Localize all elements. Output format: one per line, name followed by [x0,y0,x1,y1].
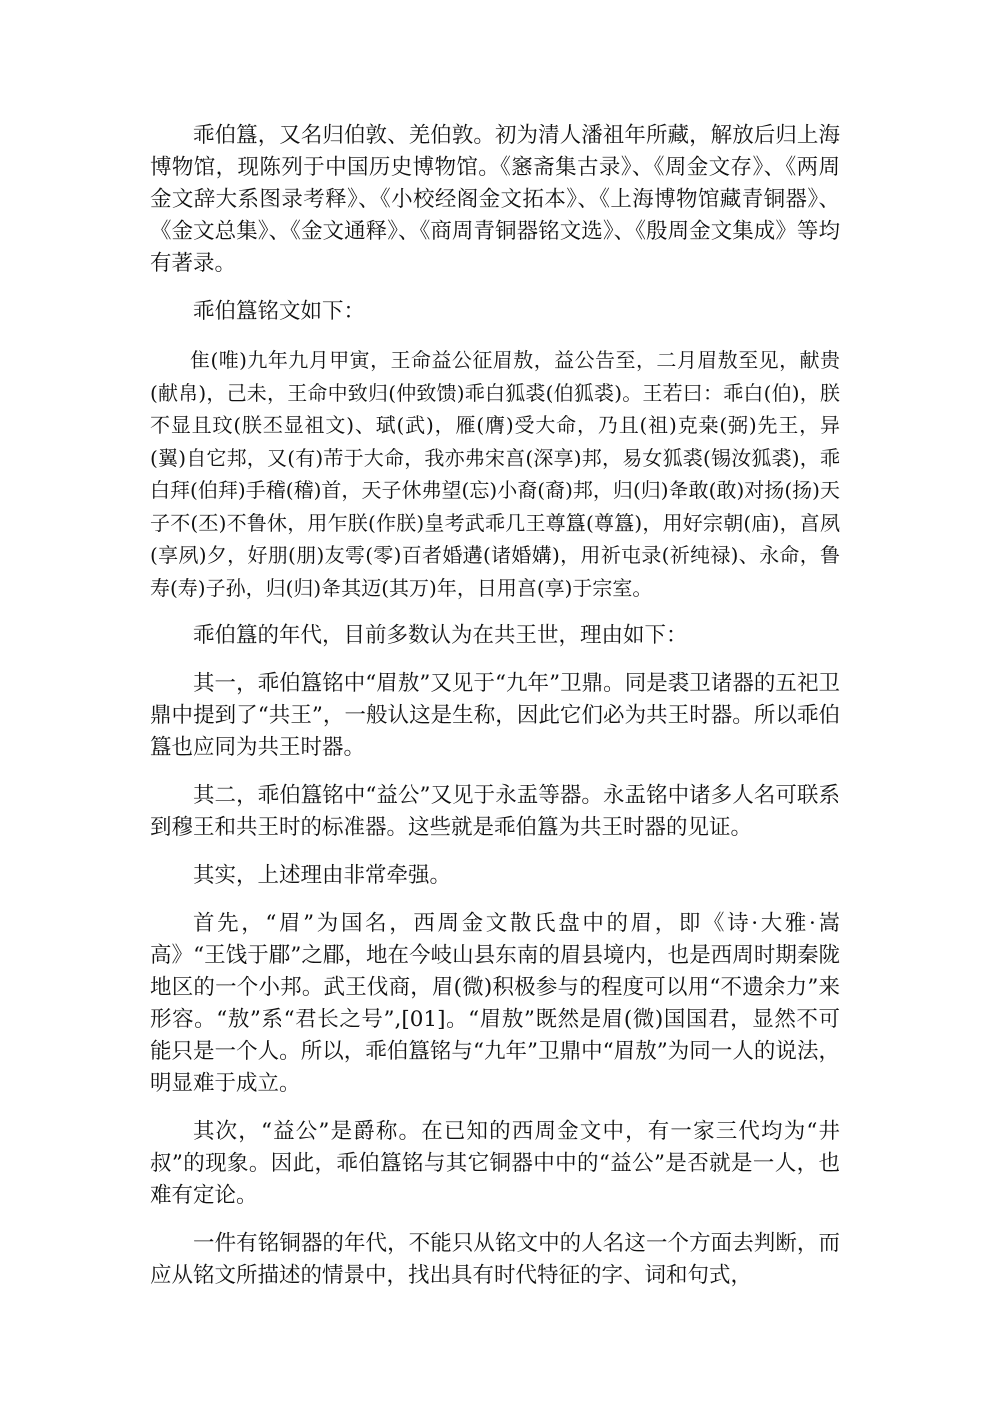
document-page [150,120,840,1308]
paragraph-inscription-text: 隹(唯)九年九月甲寅，王命益公征眉敖，益公告至，二月眉敖至见，献贵(献帛)，己未，王命中致归(仲致馈)乖白狐裘(伯狐裘)。王若曰：乖白(伯)，朕不显且玟(朕丕显祖文)、珷(武)，雁(膺)受大命，乃且(祖)克桒(弼)先王，异(翼)自它邦，又(有)芾于大命，我亦弗宋亯(深享)邦，易女狐裘(锡汝狐裘)，乖白拜(伯拜)手稽(稽)首，天子休弗望(忘)小裔(裔)邦，归(归)夅敢(敢)对扬(扬)天子不(丕)不鲁休，用乍朕(作朕)皇考武乖几王尊簋(尊簋)，用好宗朝(庙)，亯夙(享夙)夕，好朋(朋)友雩(零)百者婚遘(诸婚媾)，用祈屯录(祈纯禄)、永命，鲁寿(寿)子孙，归(归)夅其迈(其万)年，日用亯(享)于宗室。 [150,348,840,600]
paragraph-dating-intro: 乖伯簋的年代，目前多数认为在共王世，理由如下： [193,623,688,648]
paragraph-intro: 乖伯簋，又名归伯敦、羌伯敦。初为清人潘祖年所藏，解放后归上海博物馆，现陈列于中国历史博物馆。《窸斋集古录》、《周金文存》、《两周金文辞大系图录考释》、《小校经阁金文拓本》、《上海博物馆藏青铜器》、《金文总集》、《金文通释》、《商周青铜器铭文选》、《殷周金文集成》等均有著录。 [150,123,840,276]
paragraph-second-point: 其次，“益公”是爵称。在已知的西周金文中，有一家三代均为“井叔”的现象。因此，乖伯簋铭与其它铜器中中的“益公”是否就是一人，也难有定论。 [150,1119,840,1208]
paragraph-rebuttal: 其实，上述理由非常牵强。 [193,863,452,888]
paragraph-method: 一件有铭铜器的年代，不能只从铭文中的人名这一个方面去判断，而应从铭文所描述的情景中，找出具有时代特征的字、词和句式， [150,1231,840,1288]
paragraph-reason-one: 其一，乖伯簋铭中“眉敖”又见于“九年”卫鼎。同是裘卫诸器的五祀卫鼎中提到了“共王”，一般认这是生称，因此它们必为共王时器。所以乖伯簋也应同为共王时器。 [150,671,840,760]
paragraph-reason-two: 其二，乖伯簋铭中“益公”又见于永盂等器。永盂铭中诸多人名可联系到穆王和共王时的标准器。这些就是乖伯簋为共王时器的见证。 [150,783,840,840]
paragraph-first-point: 首先，“眉”为国名，西周金文散氏盘中的眉，即《诗·大雅·嵩高》“王饯于郿”之郿，地在今岐山县东南的眉县境内，也是西周时期秦陇地区的一个小邦。武王伐商，眉(微)积极参与的程度可以用“不遗余力”来形容。“敖”系“君长之号”,[01]。“眉敖”既然是眉(微)国国君，显然不可能只是一个人。所以，乖伯簋铭与“九年”卫鼎中“眉敖”为同一人的说法，明显难于成立。 [150,911,840,1096]
paragraph-inscription-heading: 乖伯簋铭文如下： [193,299,366,324]
